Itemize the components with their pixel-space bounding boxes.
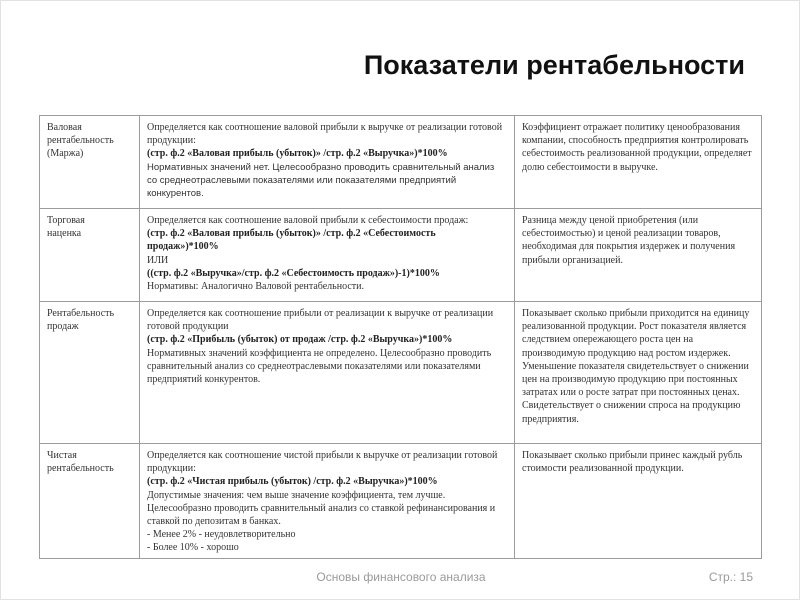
indicator-name-line: рентабельность: [47, 463, 114, 475]
footer-page-number: Стр.: 15: [708, 570, 753, 584]
interpretation-cell: [515, 302, 762, 444]
indicator-name-line: рентабельность: [47, 135, 114, 147]
interpretation-cell: [515, 209, 762, 302]
table-row: [40, 209, 762, 302]
formula: (стр. ф.2 «Валовая прибыль (убыток)» /стр. ф.2 «Выручка»)*100%: [147, 148, 448, 160]
formula: (стр. ф.2 «Чистая прибыль (убыток) /стр. ф.2 «Выручка»)*100%: [147, 476, 438, 488]
footer-course-title: Основы финансового анализа: [316, 570, 486, 584]
formula: (стр. ф.2 «Прибыль (убыток) от продаж /стр. ф.2 «Выручка»)*100%: [147, 334, 453, 346]
interpretation-cell: [515, 444, 762, 559]
indicator-name-cell: [40, 209, 140, 302]
interpretation-text: Разница между ценой приобретения (или себестоимостью) и ценой реализации товаров, необходимая для покрытия издержек и получения прибыли организацией.: [522, 215, 736, 266]
interpretation-text: Коэффициент отражает политику ценообразования компании, способность предприятия контролировать себестоимость реализованной продукции, определяет долю себестоимости в выручке.: [522, 122, 752, 173]
indicator-name-cell: [40, 302, 140, 444]
indicator-name-line: (Маржа): [47, 148, 84, 160]
indicator-name-line: Валовая: [47, 122, 82, 133]
interpretation-text: Показывает сколько прибыли принес каждый рубль стоимости реализованной продукции.: [522, 450, 743, 475]
definition-text: Определяется как соотношение валовой прибыли к выручке от реализации готовой продукции:: [147, 122, 503, 147]
threshold-item: - Более 10% - хорошо: [147, 542, 239, 554]
definition-text: Определяется как соотношение прибыли от реализации к выручке от реализации готовой продукции: [147, 308, 494, 333]
interpretation-text: Показывает сколько прибыли приходится на единицу реализованной продукции. Рост показателя является следствием опережающего роста цен на производимую продукцию над ростом издержек. Уменьшение показателя свидетельствует о снижении цен на производимую продукцию при постоянных затратах или о росте затрат при постоянных ценах. Свидетельствует о снижении спроса на продукцию предприятия.: [522, 308, 750, 425]
definition-text: Определяется как соотношение валовой прибыли к себестоимости продаж:: [147, 215, 469, 226]
indicator-name-cell: [40, 444, 140, 559]
interpretation-cell: [515, 116, 762, 209]
norm-text: Допустимые значения: чем выше значение коэффициента, тем лучше. Целесообразно проводить сравнительный анализ со ставкой рефинансирования и ставкой по депозитам в банках.: [147, 489, 496, 528]
norm-text: Нормативных значений коэффициента не определено. Целесообразно проводить сравнительный анализ со среднеотраслевыми показателями или показателями предприятий конкурентов.: [147, 347, 492, 386]
definition-cell: [140, 302, 515, 444]
slide-title: Показатели рентабельности: [363, 50, 745, 80]
definition-text: Определяется как соотношение чистой прибыли к выручке от реализации готовой продукции:: [147, 450, 498, 475]
profitability-table: [39, 115, 762, 559]
formula-alternative: ((стр. ф.2 «Выручка»/стр. ф.2 «Себестоимость продаж»)-1)*100%: [147, 267, 440, 279]
norm-text: Нормативы: Аналогично Валовой рентабельности.: [147, 281, 364, 293]
table-row: [40, 116, 762, 209]
threshold-item: - Менее 2% - неудовлетворительно: [147, 529, 296, 541]
definition-cell: [140, 116, 515, 209]
norm-text: Нормативных значений нет. Целесообразно проводить сравнительный анализ со среднеотраслевыми показателями или показателями предприятий конкурентов.: [147, 161, 495, 200]
indicator-name-line: продаж: [47, 321, 79, 333]
or-text: ИЛИ: [147, 254, 169, 266]
definition-cell: [140, 444, 515, 559]
table-row: [40, 444, 762, 559]
indicator-name-line: Чистая: [47, 450, 77, 461]
indicator-name-line: наценка: [47, 228, 82, 240]
definition-cell: [140, 209, 515, 302]
formula: (стр. ф.2 «Валовая прибыль (убыток)» /стр. ф.2 «Себестоимость продаж»)*100%: [147, 228, 436, 253]
indicator-name-cell: [40, 116, 140, 209]
table-row: [40, 302, 762, 444]
indicator-name-line: Рентабельность: [47, 308, 115, 319]
indicator-name-line: Торговая: [47, 215, 85, 226]
